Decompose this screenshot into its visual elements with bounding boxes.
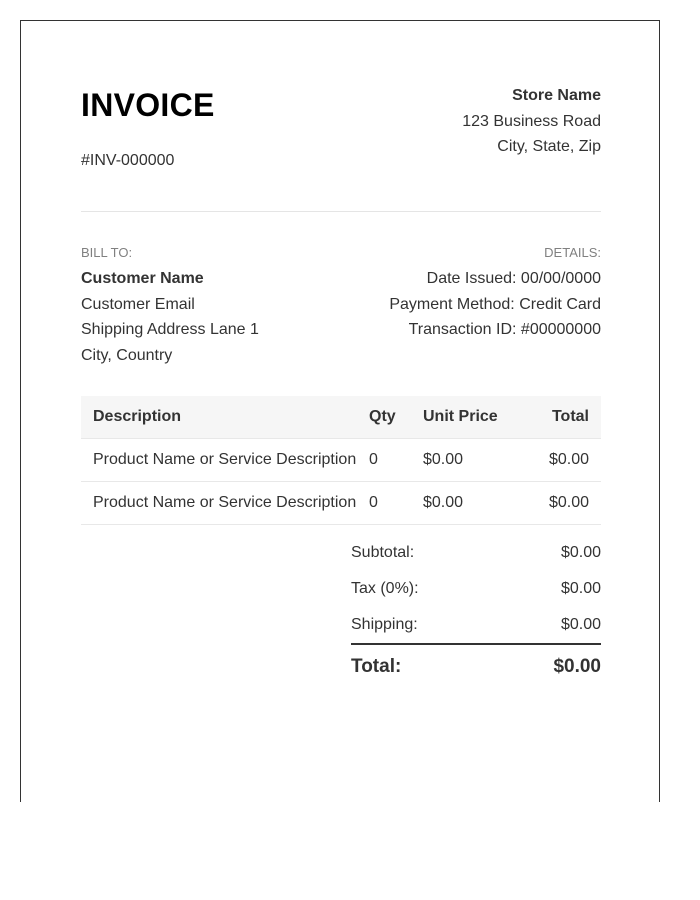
header-unit-price: Unit Price — [411, 396, 526, 439]
customer-name: Customer Name — [81, 270, 204, 287]
shipping-label: Shipping: — [351, 616, 418, 633]
store-address-line1: 123 Business Road — [462, 112, 601, 130]
subtotal-value: $0.00 — [560, 544, 601, 561]
row-description: Product Name or Service Description — [81, 482, 369, 525]
totals-block — [351, 541, 601, 679]
grand-total-value: $0.00 — [553, 656, 601, 677]
invoice-content — [81, 21, 601, 677]
header-qty: Qty — [369, 396, 411, 439]
date-issued: Date Issued: 00/00/0000 — [426, 270, 601, 287]
bill-to-label: BILL TO: — [81, 245, 133, 260]
store-name: Store Name — [512, 87, 601, 104]
payment-method: Payment Method: Credit Card — [389, 295, 601, 313]
invoice-header — [81, 21, 601, 212]
subtotal-row — [351, 541, 601, 577]
transaction-id: Transaction ID: #00000000 — [408, 321, 601, 338]
invoice-number: #INV-000000 — [81, 152, 175, 169]
row-total: $0.00 — [526, 482, 601, 525]
table-row — [81, 439, 601, 482]
row-qty: 0 — [369, 439, 411, 482]
store-address-line2: City, State, Zip — [497, 138, 601, 155]
tax-value: $0.00 — [560, 580, 601, 597]
parties-section — [81, 212, 601, 396]
details-block — [389, 244, 601, 343]
header-total: Total — [526, 396, 601, 439]
tax-row — [351, 577, 601, 613]
table-row — [81, 482, 601, 525]
customer-email: Customer Email — [81, 295, 195, 313]
line-items-table — [81, 396, 601, 525]
invoice-page — [20, 20, 660, 802]
row-description: Product Name or Service Description — [81, 439, 369, 482]
tax-label: Tax (0%): — [351, 580, 419, 597]
table-header-row — [81, 396, 601, 439]
details-label: DETAILS: — [544, 245, 601, 260]
header-description: Description — [81, 396, 369, 439]
table-header — [81, 396, 601, 439]
invoice-title: INVOICE — [81, 87, 215, 123]
grand-total-row — [351, 655, 601, 679]
customer-address-line1: Shipping Address Lane 1 — [81, 321, 259, 338]
store-info — [462, 83, 601, 160]
row-unit-price: $0.00 — [411, 439, 526, 482]
row-qty: 0 — [369, 482, 411, 525]
grand-total-label: Total: — [351, 656, 402, 677]
bill-to-block — [81, 244, 259, 368]
customer-address-line2: City, Country — [81, 346, 173, 364]
row-total: $0.00 — [526, 439, 601, 482]
row-unit-price: $0.00 — [411, 482, 526, 525]
subtotal-label: Subtotal: — [351, 544, 415, 561]
shipping-value: $0.00 — [560, 616, 601, 633]
table-body — [81, 439, 601, 525]
